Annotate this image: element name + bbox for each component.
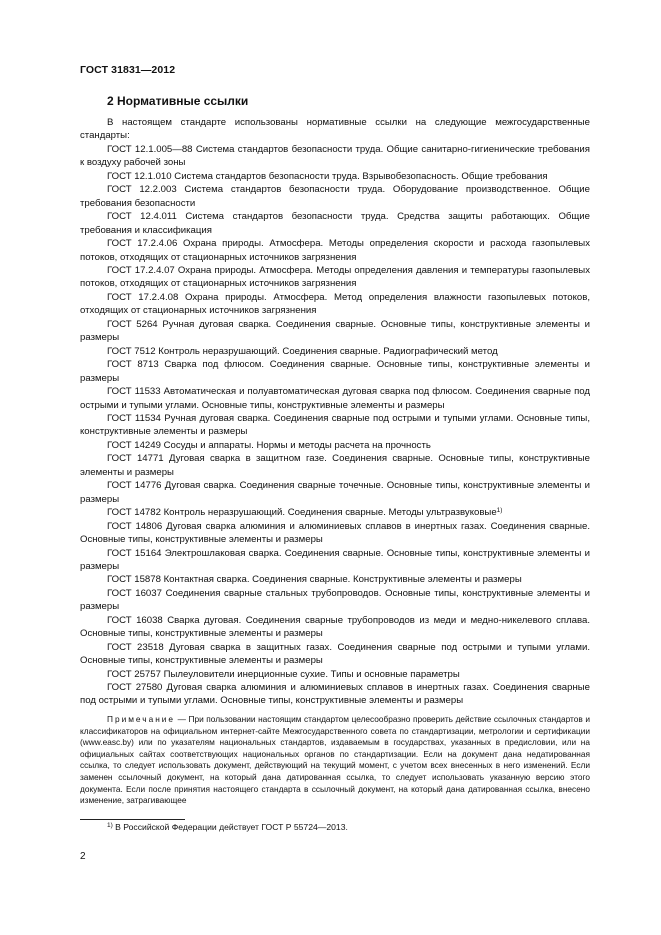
footnote — [80, 822, 590, 833]
section-title: 2 Нормативные ссылки — [107, 94, 249, 108]
footnote-mark: 1) — [107, 822, 113, 829]
reference-item: ГОСТ 27580 Дуговая сварка алюминия и алюминиевых сплавов в инертных газах. Соединения сварные под острыми и тупыми углами. Основные типы, конструктивные элементы и размеры — [80, 682, 590, 707]
reference-item: ГОСТ 17.2.4.08 Охрана природы. Атмосфера. Метод определения влажности газопылевых потоков, отходящих от стационарных источников загрязнения — [80, 291, 590, 317]
reference-item: ГОСТ 12.4.011 Система стандартов безопасности труда. Средства защиты работающих. Общие требования и классификация — [80, 211, 590, 236]
reference-item: ГОСТ 17.2.4.07 Охрана природы. Атмосфера. Методы определения давления и температуры газопылевых потоков, отходящих от стационарных источников загрязнения — [80, 264, 590, 290]
intro-paragraph: В настоящем стандарте использованы нормативные ссылки на следующие межгосударственные стандарты: — [80, 117, 590, 142]
reference-item: ГОСТ 14249 Сосуды и аппараты. Нормы и методы расчета на прочность — [107, 439, 431, 451]
note-text: — При пользовании настоящим стандартом целесообразно проверить действие ссылочных стандартов и классификаторов на официальном интернет-сайте Межгосударственного совета по стандартизации, метрологии и сертификации (www.easc.by) или по указателям национальных стандартов, издаваемым в государствах, указанных в предисловии, или на официальных сайтах соответствующих национальных органов по стандартизации. Если на документ дана недатированная ссылка, то следует использовать документ, действующий на текущий момент, с учетом всех внесенных в него изменений. Если заменен ссылочный документ, на который дана датированная ссылка, то следует использовать указанную версию этого документа. Если после принятия настоящего стандарта в ссылочный документ, на который дана датированная ссылка, внесено изменение, затрагивающее — [80, 714, 590, 806]
footnote-divider — [80, 819, 185, 820]
reference-item: ГОСТ 15878 Контактная сварка. Соединения сварные. Конструктивные элементы и размеры — [107, 574, 522, 586]
reference-item: ГОСТ 7512 Контроль неразрушающий. Соединения сварные. Радиографический метод — [107, 345, 498, 357]
reference-item: ГОСТ 11533 Автоматическая и полуавтоматическая дуговая сварка под флюсом. Соединения сварные под острыми и тупыми углами. Основные типы, конструктивные элементы и размеры — [80, 386, 590, 411]
reference-item: ГОСТ 16037 Соединения сварные стальных трубопроводов. Основные типы, конструктивные элементы и размеры — [80, 587, 590, 613]
note-paragraph — [80, 714, 590, 807]
reference-item: ГОСТ 25757 Пылеуловители инерционные сухие. Типы и основные параметры — [107, 668, 460, 680]
document-code-header: ГОСТ 31831—2012 — [80, 64, 176, 76]
reference-text: ГОСТ 14782 Контроль неразрушающий. Соединения сварные. Методы ультразвуковые — [107, 507, 497, 519]
reference-item: ГОСТ 15164 Электрошлаковая сварка. Соединения сварные. Основные типы, конструктивные элементы и размеры — [80, 547, 590, 572]
reference-item: ГОСТ 16038 Сварка дуговая. Соединения сварные трубопроводов из меди и медно-никелевого сплава. Основные типы, конструктивные элементы и размеры — [80, 614, 590, 640]
reference-item: ГОСТ 12.1.010 Система стандартов безопасности труда. Взрывобезопасность. Общие требования — [107, 170, 548, 182]
note-label: Примечание — [107, 714, 176, 724]
reference-item: ГОСТ 8713 Сварка под флюсом. Соединения сварные. Основные типы, конструктивные элементы и размеры — [80, 359, 590, 384]
reference-item: ГОСТ 12.1.005—88 Система стандартов безопасности труда. Общие санитарно-гигиенические требования к воздуху рабочей зоны — [80, 143, 590, 169]
reference-item: ГОСТ 11534 Ручная дуговая сварка. Соединения сварные под острыми и тупыми углами. Основные типы, конструктивные элементы и размеры — [80, 412, 590, 438]
footnote-reference[interactable]: 1) — [496, 507, 503, 515]
reference-item: ГОСТ 14806 Дуговая сварка алюминия и алюминиевых сплавов в инертных газах. Соединения сварные. Основные типы, конструктивные элементы и размеры — [80, 520, 590, 546]
references-list — [80, 116, 590, 708]
reference-item: ГОСТ 14771 Дуговая сварка в защитном газе. Соединения сварные. Основные типы, конструктивные элементы и размеры — [80, 453, 590, 478]
footnote-text: В Российской Федерации действует ГОСТ Р 55724—2013. — [112, 822, 348, 832]
reference-item: ГОСТ 14776 Дуговая сварка. Соединения сварные точечные. Основные типы, конструктивные элементы и размеры — [80, 480, 590, 505]
page-number: 2 — [80, 851, 86, 862]
reference-item: ГОСТ 23518 Дуговая сварка в защитных газах. Соединения сварные под острыми и тупыми углами. Основные типы, конструктивные элементы и размеры — [80, 641, 590, 667]
reference-item-14782 — [80, 506, 590, 519]
reference-item: ГОСТ 17.2.4.06 Охрана природы. Атмосфера. Методы определения скорости и расхода газопылевых потоков, отходящих от стационарных источников загрязнения — [80, 238, 590, 263]
reference-item: ГОСТ 5264 Ручная дуговая сварка. Соединения сварные. Основные типы, конструктивные элементы и размеры — [80, 318, 590, 344]
reference-item: ГОСТ 12.2.003 Система стандартов безопасности труда. Оборудование производственное. Общие требования безопасности — [80, 184, 590, 209]
